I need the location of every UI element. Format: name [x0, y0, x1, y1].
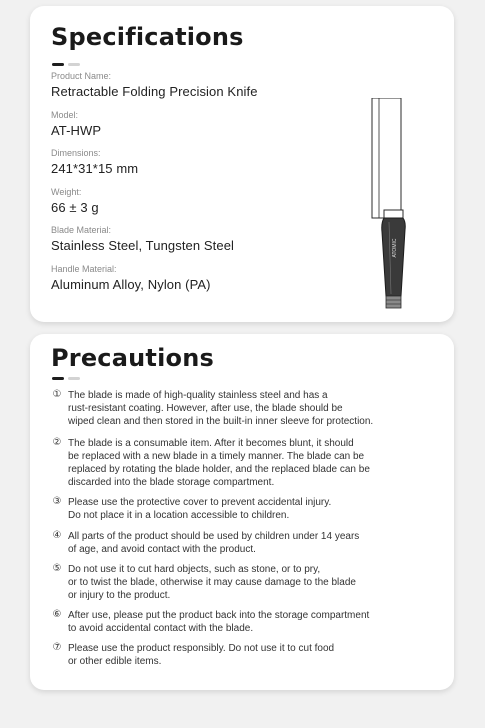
- spec-product-name: [51, 70, 351, 109]
- precaution-line: Please use the protective cover to prevent accidental injury.: [68, 497, 332, 508]
- precaution-number: ⑤: [52, 563, 62, 574]
- precaution-line: discarded into the blade storage compartment.: [68, 477, 275, 488]
- spec-label: Model:: [51, 109, 79, 120]
- precaution-line: replaced by rotating the blade holder, and the replaced blade can be: [68, 464, 370, 475]
- spec-value: 66 ± 3 g: [51, 199, 99, 215]
- precaution-item: [51, 642, 446, 668]
- precaution-line: After use, please put the product back into the storage compartment: [68, 610, 370, 621]
- precaution-line: Please use the product responsibly. Do not use it to cut food: [68, 643, 335, 654]
- precaution-line: to avoid accidental contact with the blade.: [68, 623, 254, 634]
- spec-value: Aluminum Alloy, Nylon (PA): [51, 276, 211, 292]
- knife-product-icon: [370, 98, 410, 314]
- precaution-text: [68, 530, 359, 556]
- spec-model: [51, 109, 351, 148]
- precaution-item: [51, 389, 446, 428]
- precaution-item: [51, 530, 446, 556]
- specifications-title: Specifications: [51, 23, 244, 51]
- precaution-line: The blade is a consumable item. After it becomes blunt, it should: [68, 438, 354, 449]
- spec-blade-material: [51, 224, 351, 263]
- precaution-text: [68, 437, 370, 489]
- precaution-line: Do not use it to cut hard objects, such as stone, or to pry,: [68, 564, 321, 575]
- spec-value: Stainless Steel, Tungsten Steel: [51, 238, 235, 254]
- precautions-list: [51, 389, 446, 668]
- spec-label: Weight:: [51, 186, 82, 197]
- spec-label: Product Name:: [51, 71, 112, 81]
- precaution-line: All parts of the product should be used by children under 14 years: [68, 531, 360, 542]
- precaution-number: ④: [52, 530, 62, 541]
- precaution-line: The blade is made of high-quality stainless steel and has a: [68, 390, 328, 401]
- spec-dimensions: [51, 147, 351, 186]
- precautions-title: Precautions: [51, 344, 214, 372]
- precaution-text: [68, 496, 331, 522]
- spec-list: [51, 70, 351, 302]
- precaution-item: [51, 563, 446, 602]
- spec-label: Handle Material:: [51, 263, 117, 274]
- precaution-number: ①: [52, 389, 62, 400]
- precaution-line: wiped clean and then stored in the built-in inner sleeve for protection.: [68, 416, 374, 427]
- precaution-line: of age, and avoid contact with the product.: [68, 544, 256, 555]
- spec-value: Retractable Folding Precision Knife: [51, 84, 258, 99]
- spec-value: 241*31*15 mm: [51, 161, 139, 177]
- precaution-text: [68, 642, 334, 668]
- precaution-line: or injury to the product.: [68, 590, 171, 601]
- precaution-text: [68, 609, 369, 635]
- knife-brand-text: ATOMIC: [392, 238, 398, 258]
- spec-label: Dimensions:: [51, 148, 101, 159]
- specifications-card: [30, 6, 454, 322]
- precaution-item: [51, 496, 446, 522]
- precaution-line: or to twist the blade, otherwise it may cause damage to the blade: [68, 577, 356, 588]
- precaution-line: be replaced with a new blade in a timely manner. The blade can be: [68, 451, 365, 462]
- spec-value: AT-HWP: [51, 122, 102, 138]
- precaution-line: or other edible items.: [68, 656, 162, 667]
- precaution-text: [68, 389, 373, 428]
- precautions-card: [30, 334, 454, 690]
- precaution-number: ②: [52, 437, 62, 448]
- precaution-item: [51, 437, 446, 489]
- precaution-number: ⑥: [52, 609, 62, 620]
- precaution-text: [68, 563, 356, 602]
- spec-handle-material: [51, 263, 351, 302]
- precaution-line: Do not place it in a location accessible to children.: [68, 510, 290, 521]
- precaution-number: ③: [52, 496, 62, 507]
- precaution-number: ⑦: [52, 642, 62, 653]
- spec-weight: [51, 186, 351, 225]
- precaution-item: [51, 609, 446, 635]
- spec-label: Blade Material:: [51, 225, 112, 236]
- precaution-line: rust-resistant coating. However, after use, the blade should be: [68, 403, 343, 414]
